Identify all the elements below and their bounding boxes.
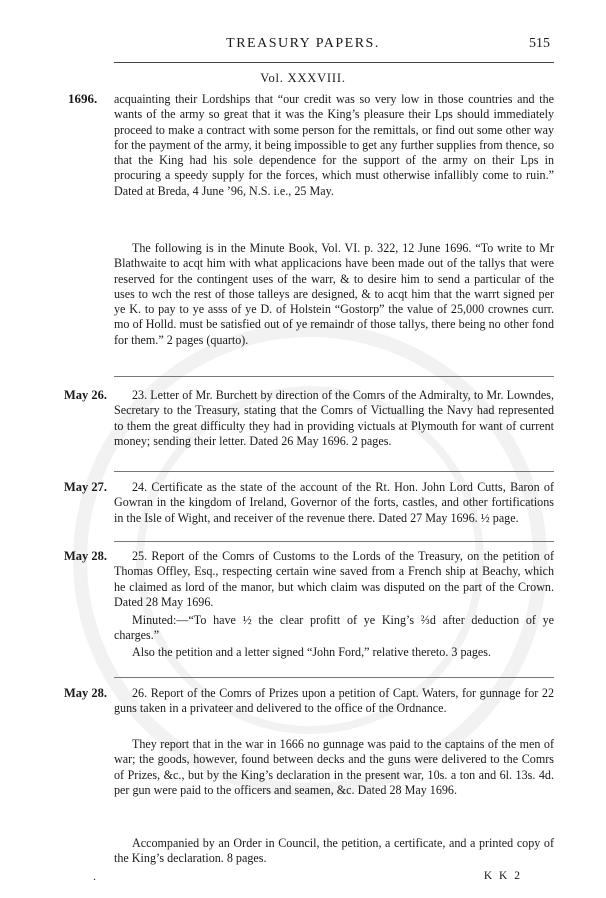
header-rule xyxy=(114,62,554,63)
entry-divider xyxy=(114,677,554,678)
running-head xyxy=(0,36,606,56)
page-number: 515 xyxy=(529,36,550,51)
running-title: TREASURY PAPERS. xyxy=(226,36,380,51)
paragraph-minute-book: The following is in the Minute Book, Vol. VI. p. 322, 12 June 1696. “To write to Mr Blathwaite to acqt him with what applicacions have been made out of the tallys that were reserved for the contingent uses of the warr, & to desire him to send a particular of the uses to wch the rest of those talleys are designed, & to acqt him that the warrt signed per ye K. to pay to ye asss of ye D. of Holstein “Gostorp” the value of 25,000 crownes curr. mo of Holld. must be satisfied out of ye remaindr of those tallys, there being no other fond for them.” 2 pages (quarto). xyxy=(114,241,554,347)
entry-24: 24. Certificate as the state of the account of the Rt. Hon. John Lord Cutts, Baron of Gowran in the kingdom of Ireland, Governor of the forts, castles, and other fortifications in the Isle of Wight, and receiver of the revenue there. Dated 27 May 1696. ½ page. xyxy=(114,480,554,525)
volume-heading: Vol. XXXVIII. xyxy=(260,71,346,85)
paragraph-continuation: acquainting their Lordships that “our credit was so very low in those countries and the wants of the army so great that it was the King’s pleasure their Lps should immediately proceed to make a contract with some person for the remittals, or find out some other way for the payment of the army, it being impossible to get any further supplies from thence, so that the King had his sole dependence for the support of the army on their Lps in procuring a speedy supply for the forces, which must otherwise infallibly come to ruin.” Dated at Breda, 4 June ’96, N.S. i.e., 25 May. xyxy=(114,92,554,198)
entry-23: 23. Letter of Mr. Burchett by direction of the Comrs of the Admiralty, to Mr. Lowndes, Secretary to the Treasury, stating that the Comrs of Victualling the Navy had represented to them the great difficulty they had in providing victuals at Plymouth for want of current money; sending their letter. Dated 26 May 1696. 2 pages. xyxy=(114,388,554,448)
entry-26-report: They report that in the war in 1666 no gunnage was paid to the captains of the men of war; the goods, however, found between decks and the guns were delivered to the Comrs of Prizes, &c., but by the King’s declaration in the present war, 10s. a ton and 6l. 13s. 4d. per gun were paid to the officers and seamen, &c. Dated 28 May 1696. xyxy=(114,737,554,797)
entry-25-minuted: Minuted:—“To have ½ the clear profitt of ye King’s ⅔d after deduction of ye charges.” xyxy=(114,613,554,643)
entry-divider xyxy=(114,541,554,542)
entry-25: 25. Report of the Comrs of Customs to the Lords of the Treasury, on the petition of Thomas Offley, Esq., respecting certain wine saved from a French ship at Beachy, which he claimed as lord of the manor, but which claim was disputed on the part of the Crown. Dated 28 May 1696. xyxy=(114,549,554,609)
date-marginal: May 27. xyxy=(64,480,108,494)
entry-divider xyxy=(114,471,554,472)
entry-25-also: Also the petition and a letter signed “John Ford,” relative thereto. 3 pages. xyxy=(132,645,492,659)
signature-mark: K K 2 xyxy=(483,870,522,882)
date-marginal: May 28. xyxy=(64,686,108,700)
entry-26: 26. Report of the Comrs of Prizes upon a petition of Capt. Waters, for gunnage for 22 guns taken in a privateer and delivered to the office of the Ordnance. xyxy=(114,686,554,716)
entry-divider xyxy=(114,376,554,377)
date-marginal: May 28. xyxy=(64,549,108,563)
footer-mark: . xyxy=(93,869,96,883)
date-marginal: May 26. xyxy=(64,388,108,402)
entry-26-accompanied: Accompanied by an Order in Council, the petition, a certificate, and a printed copy of the King’s declaration. 8 pages. xyxy=(114,836,554,866)
year-marginal: 1696. xyxy=(68,91,98,106)
